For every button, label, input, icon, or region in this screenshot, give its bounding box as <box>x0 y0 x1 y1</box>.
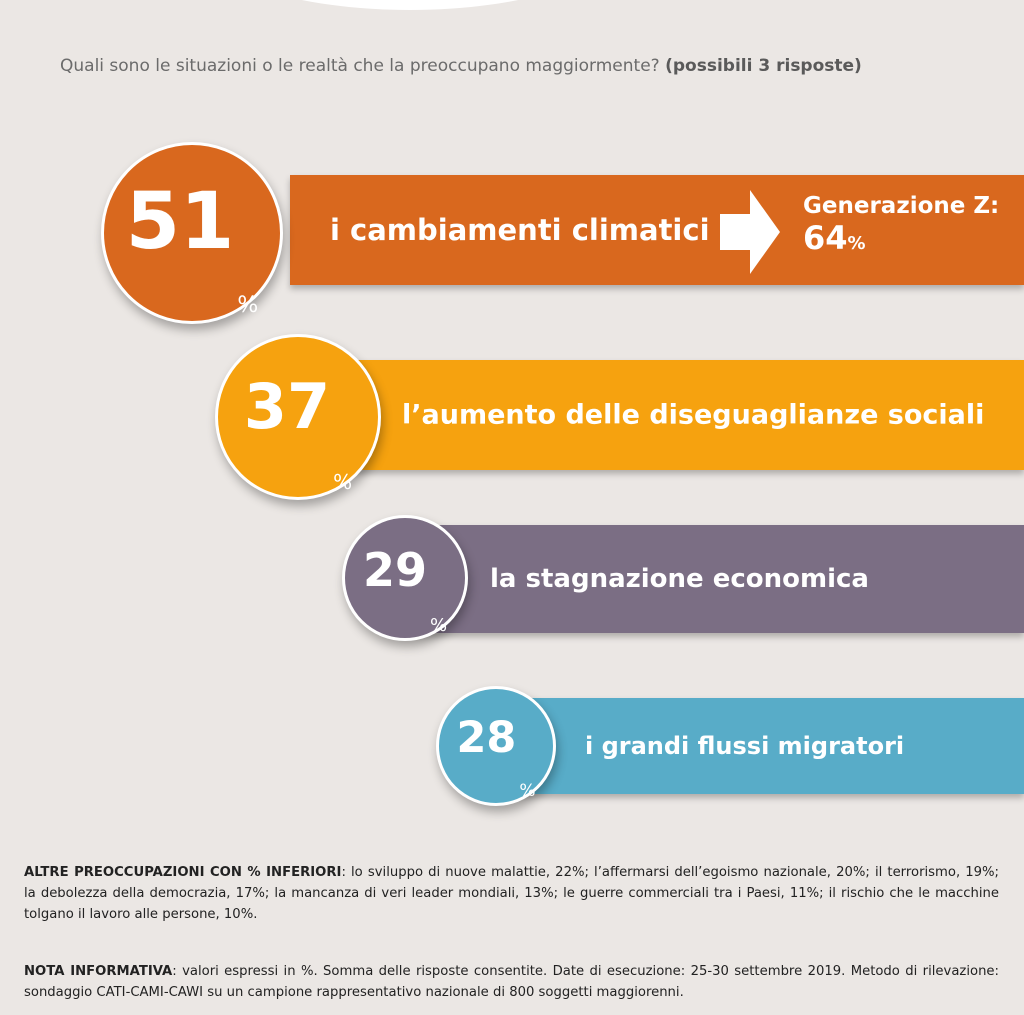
generation-z-highlight <box>803 193 999 257</box>
value-circle-4 <box>436 686 556 806</box>
other-concerns-note <box>24 862 999 925</box>
generation-z-unit: % <box>847 233 866 254</box>
info-note-text: : valori espressi in %. Somma delle risposte consentite. Date di esecuzione: 25-30 settembre 2019. Metodo di rilevazione: sondaggio CATI-CAMI-CAWI su un campione rappresentativo nazionale di 800 soggetti maggiorenni. <box>24 964 999 1000</box>
value-unit: % <box>519 781 536 801</box>
bar-2 <box>300 360 1024 470</box>
other-concerns-lead: ALTRE PREOCCUPAZIONI CON % INFERIORI <box>24 865 342 880</box>
bar-label: i grandi flussi migratori <box>585 732 905 760</box>
info-note <box>24 961 999 1003</box>
question-text: Quali sono le situazioni o le realtà che la preoccupano maggiormente? <box>60 56 660 76</box>
bar-label: la stagnazione economica <box>490 564 869 594</box>
arrow-right-icon <box>720 190 782 274</box>
value-circle-3 <box>342 515 468 641</box>
value-circle-1 <box>101 142 283 324</box>
bar-4 <box>495 698 1024 794</box>
generation-z-value: 64 <box>803 219 848 257</box>
other-concerns-text: : lo sviluppo di nuove malattie, 22%; l’affermarsi dell’egoismo nazionale, 20%; il terrorismo, 19%; la debolezza della democrazia, 17%; la mancanza di veri leader mondiali, 13%; le guerre commerciali tra i Paesi, 11%; il rischio che le macchine tolgano il lavoro alle persone, 10%. <box>24 865 999 922</box>
value-number: 28 <box>456 713 517 763</box>
generation-z-title: Generazione Z: <box>803 193 1000 219</box>
value-unit: % <box>429 615 448 636</box>
value-number: 37 <box>243 369 331 443</box>
value-unit: % <box>237 293 259 318</box>
info-note-lead: NOTA INFORMATIVA <box>24 964 173 979</box>
value-number: 29 <box>362 543 427 597</box>
value-circle-2 <box>215 334 381 500</box>
question-note: (possibili 3 risposte) <box>665 56 862 76</box>
decorative-arc <box>200 0 620 10</box>
bar-label: l’aumento delle diseguaglianze sociali <box>402 399 985 431</box>
value-number: 51 <box>125 176 235 267</box>
survey-question <box>60 56 1000 76</box>
value-unit: % <box>333 470 353 494</box>
bar-label: i cambiamenti climatici <box>330 213 710 247</box>
bar-3 <box>400 525 1024 633</box>
